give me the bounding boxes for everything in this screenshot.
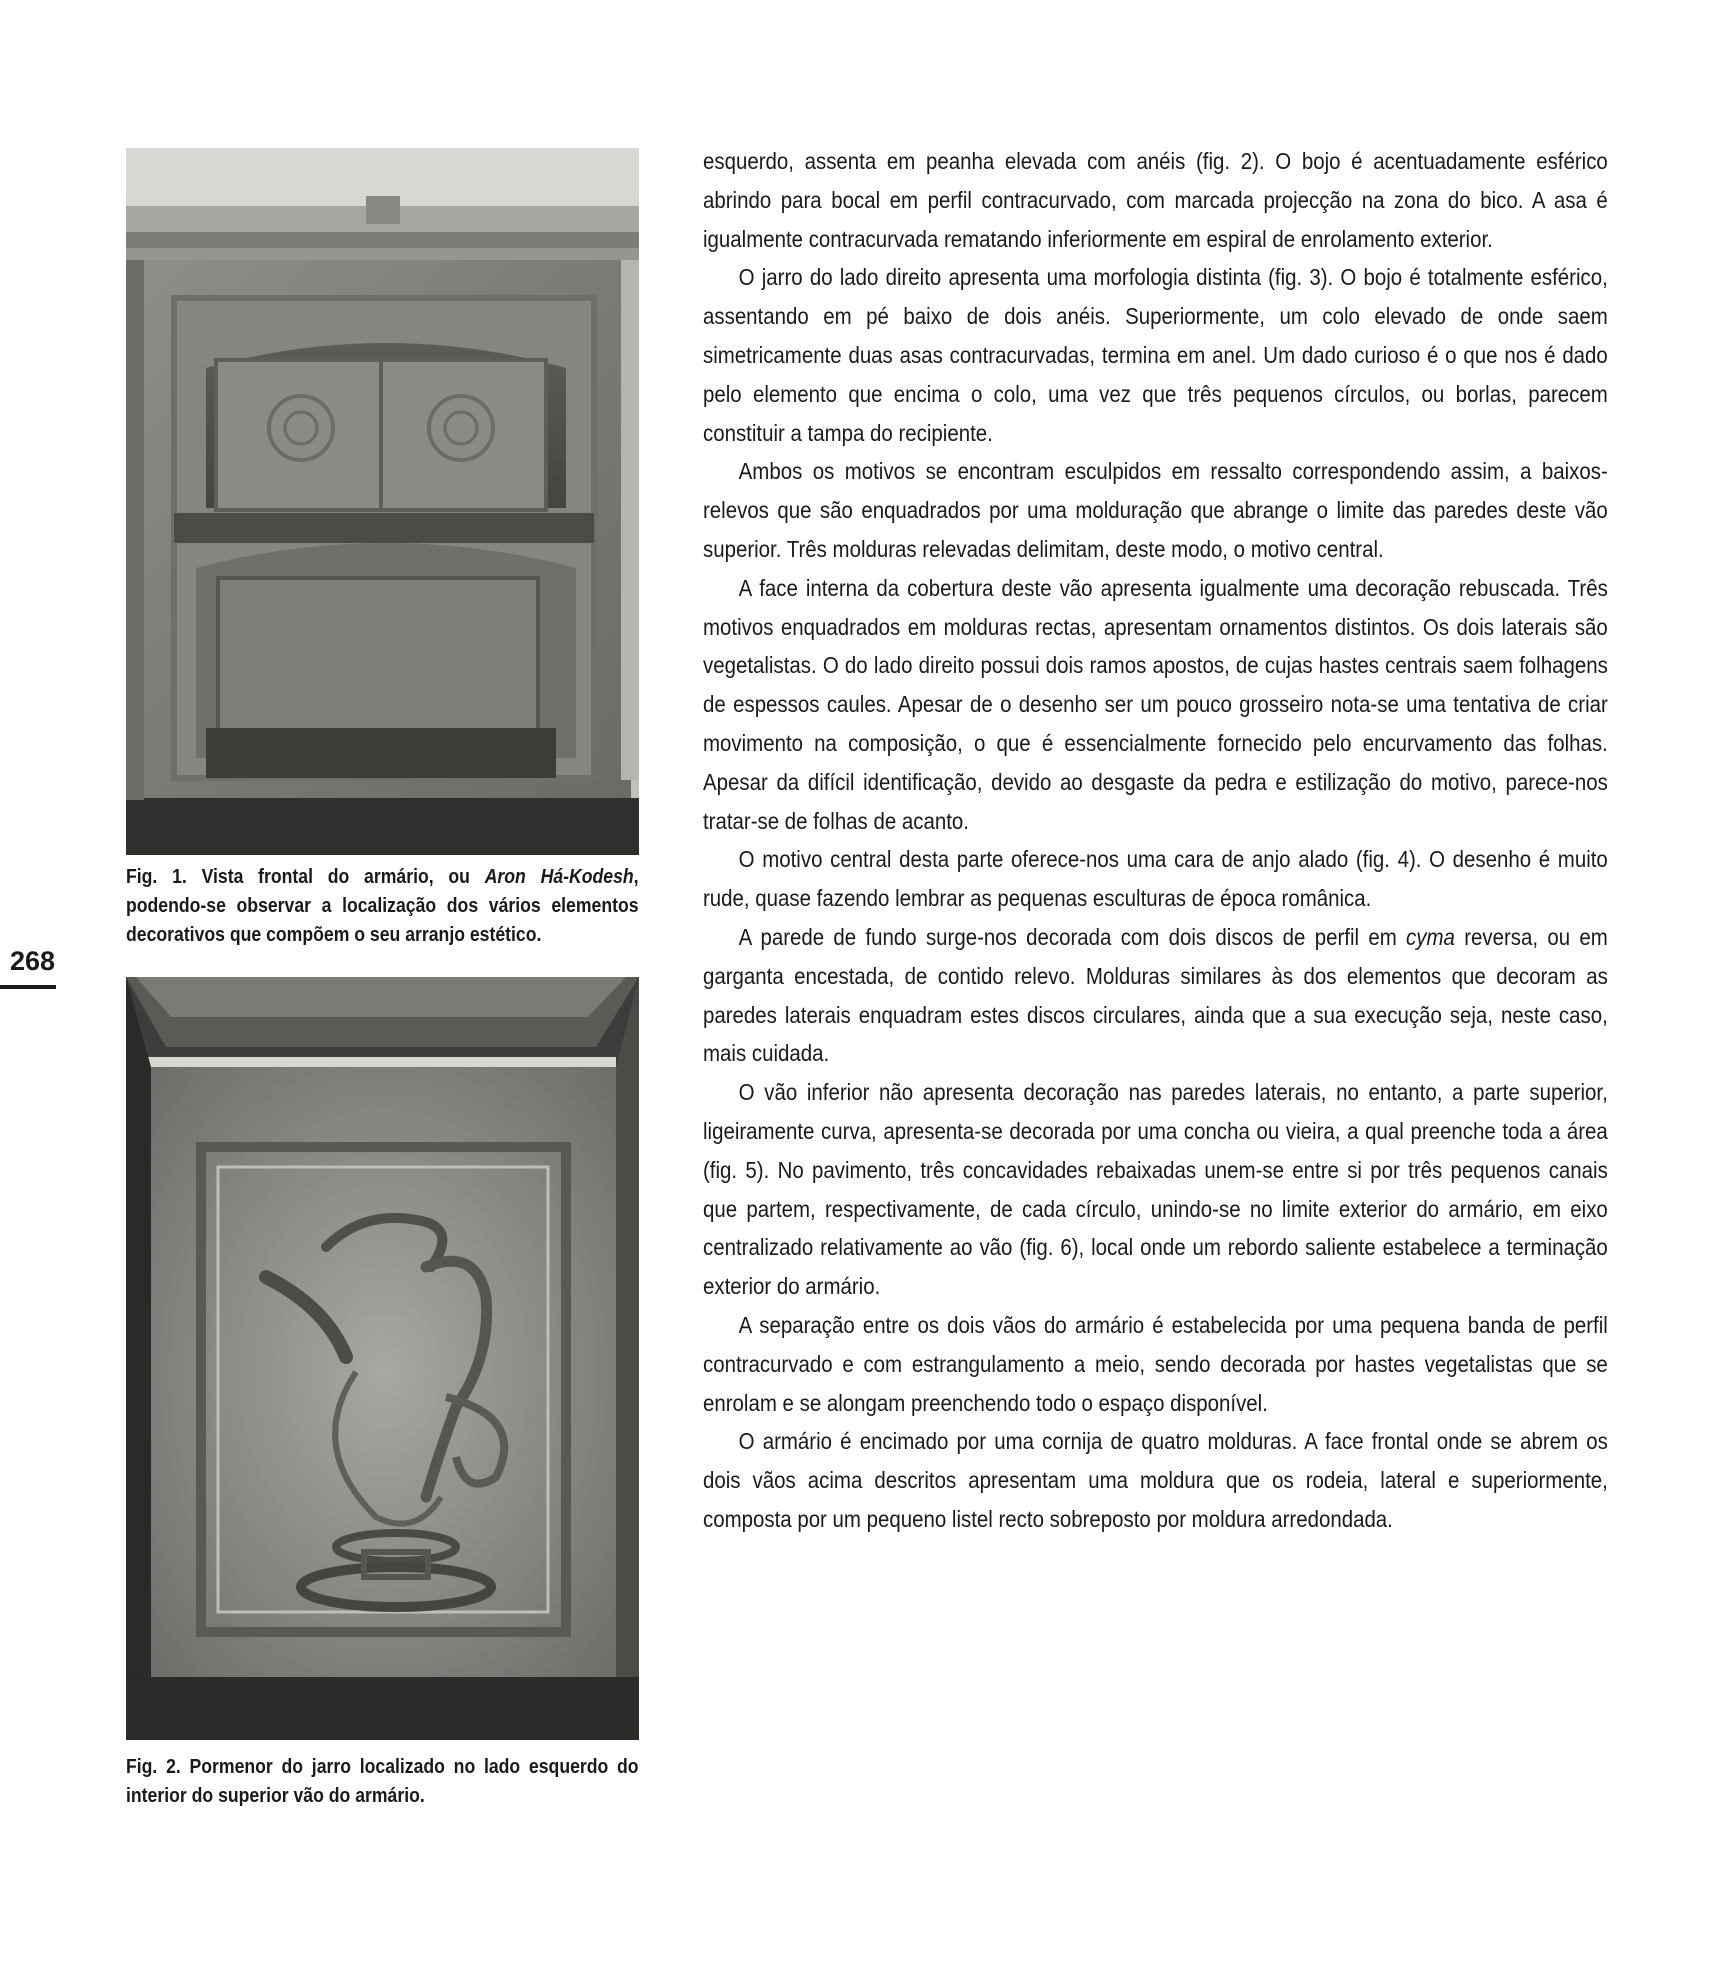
paragraph-8: A separação entre os dois vãos do armário é estabelecida por uma pequena banda de perfil contracurvado e com estrangulamento a meio, sendo decorada por hastes vegetalistas que se enrolam e se alongam preenchendo todo o espaço disponível. [703,1311,1608,1416]
figure-2-caption-text: Pormenor do jarro localizado no lado esquerdo do interior do superior vão do armário. [126,1755,639,1807]
figure-1-label: Fig. 1. [126,865,187,888]
page-number: 268 [10,946,56,976]
paragraph-5: O motivo central desta parte oferece-nos uma cara de anjo alado (fig. 4). O desenho é muito rude, quase fazendo lembrar as pequenas esculturas de época românica. [703,846,1608,912]
paragraph-2: O jarro do lado direito apresenta uma morfologia distinta (fig. 3). O bojo é totalmente esférico, assentando em pé baixo de dois anéis. Superiormente, um colo elevado de onde saem simetricamente duas asas contracurvadas, termina em anel. Um dado curioso é o que nos é dado pelo elemento que encima o colo, uma vez que três pequenos círculos, ou borlas, parecem constituir a tampa do recipiente. [703,264,1608,446]
figure-1-photo [126,148,639,855]
paragraph-4: A face interna da cobertura deste vão apresenta igualmente uma decoração rebuscada. Três motivos enquadrados em molduras rectas, apresentam ornamentos distintos. Os dois laterais são vegetalistas. O do lado direito possui dois ramos apostos, de cujas hastes centrais saem folhagens de espessos caules. Apesar de o desenho ser um pouco grosseiro nota-se uma tentativa de criar movimento na composição, o que é essencialmente fornecido pelo encurvamento das folhas. Apesar da difícil identificação, devido ao desgaste da pedra e estilização do motivo, parece-nos tratar-se de folhas de acanto. [703,574,1608,834]
paragraph-6-text-end: reversa, ou em garganta encestada, de contido relevo. Molduras similares às dos elementos que decoram as paredes laterais enquadram estes discos circulares, ainda que a sua execução seja, neste caso, mais cuidada. [703,923,1608,1067]
paragraph-3: Ambos os motivos se encontram esculpidos em ressalto correspondendo assim, a baixos-relevos que são enquadrados por uma molduração que abrange o limite das paredes deste vão superior. Três molduras relevadas delimitam, deste modo, o motivo central. [703,458,1608,562]
figure-1-caption-text-end: , podendo-se observar a localização dos vários elementos decorativos que compõem o seu arranjo estético. [126,865,639,946]
body-text [703,142,1608,1539]
page-number-rule [0,985,56,989]
figure-1-caption-text: Vista frontal do armário, ou [201,865,485,888]
figure-1-caption [126,862,639,949]
paragraph-6 [703,918,1608,1073]
figure-2-label: Fig. 2. [126,1755,181,1778]
figure-2-photo [126,977,639,1740]
figure-2-caption [126,1752,639,1810]
paragraph-6-italic-term: cyma [1406,923,1455,950]
paragraph-1: esquerdo, assenta em peanha elevada com anéis (fig. 2). O bojo é acentuadamente esférico abrindo para bocal em perfil contracurvado, com marcada projecção na zona do bico. A asa é igualmente contracurvada rematando inferiormente em espiral de enrolamento exterior. [703,148,1608,252]
figure-1-caption-italic: Aron Há-Kodesh [484,865,634,888]
paragraph-7: O vão inferior não apresenta decoração nas paredes laterais, no entanto, a parte superior, ligeiramente curva, apresenta-se decorada por uma concha ou vieira, a qual preenche toda a área (fig. 5). No pavimento, três concavidades rebaixadas unem-se entre si por três pequenos canais que partem, respectivamente, de cada círculo, unindo-se no limite exterior do armário, em eixo centralizado relativamente ao vão (fig. 6), local onde um rebordo saliente estabelece a terminação exterior do armário. [703,1079,1608,1300]
paragraph-9: O armário é encimado por uma cornija de quatro molduras. A face frontal onde se abrem os dois vãos acima descritos apresentam uma moldura que os rodeia, lateral e superiormente, composta por um pequeno listel recto sobreposto por moldura arredondada. [703,1428,1608,1532]
paragraph-6-text: A parede de fundo surge-nos decorada com dois discos de perfil em [738,923,1407,950]
